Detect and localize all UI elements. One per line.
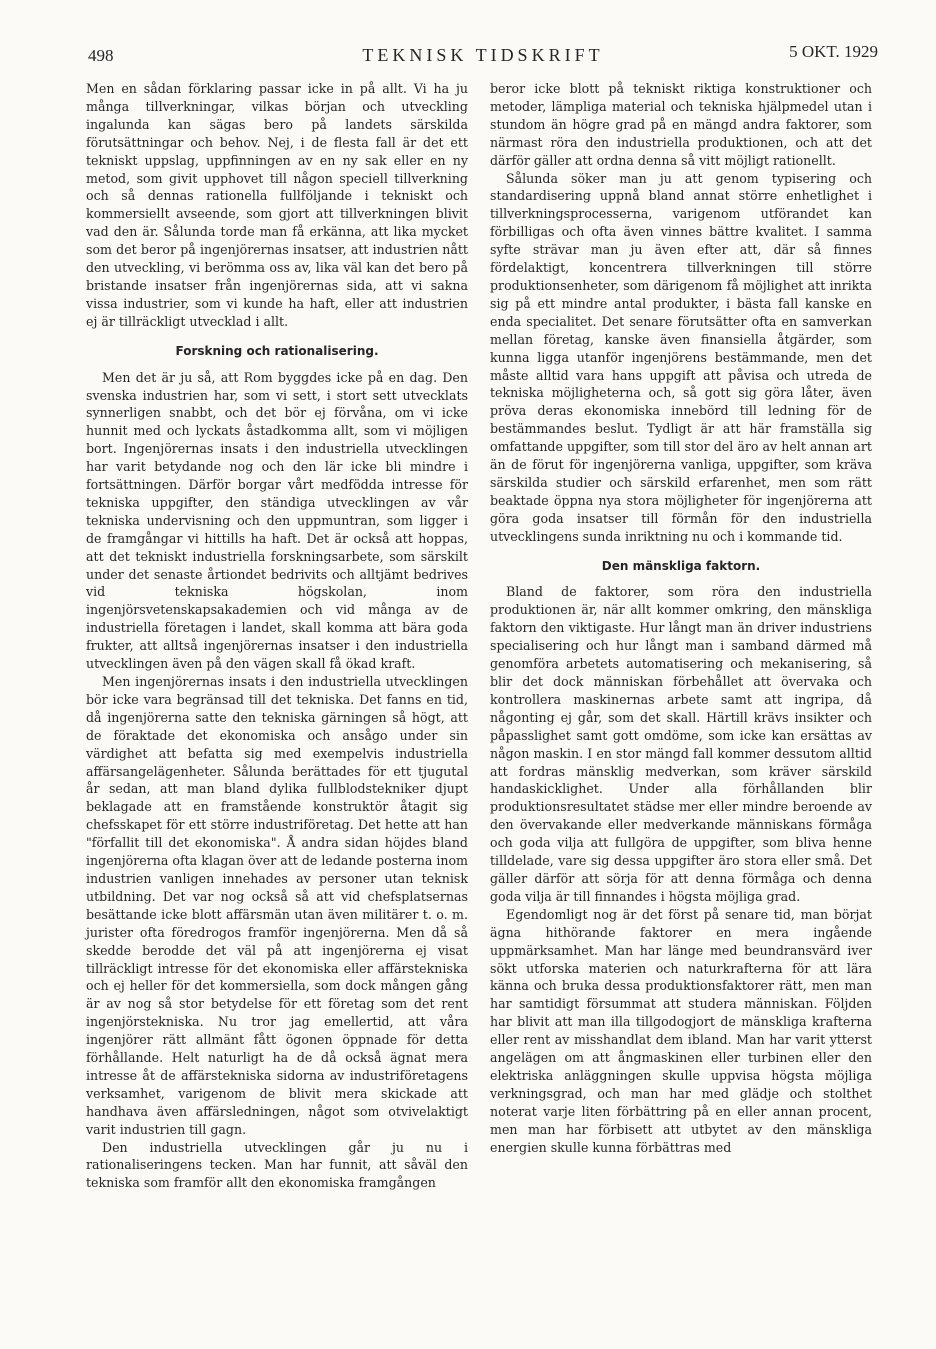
paragraph: Sålunda söker man ju att genom typisering och standardisering uppnå bland annat större enhetlighet i tillverkningsprocesserna, varigenom utförandet kan förbilligas och ofta även vinnes bättre kvalitet. I samma syfte strävar man ju även efter att, där så finnes fördelaktigt, koncentrera tillverkningen till större produktionsenheter, som därigenom få möjlighet att inrikta sig på ett mindre antal produkter, i bästa fall kanske en enda specialitet. Det senare förutsätter ofta en samverkan mellan företag, kanske även finansiella åtgärder, som kunna ligga utanför ingenjörens bestämmande, men det måste alltid vara hans uppgift att påvisa och utreda de tekniska möjligheterna och, så gott sig göra låter, även pröva deras ekonomiska innebörd till ledning för de bestämmandes beslut. Tydligt är att här framställa sig omfattande uppgifter, som till stor del äro av helt annan art än de förut för ingenjörerna vanliga, uppgifter, som kräva särskilda studier och särskild erfarenhet, men som rätt beaktade öppna nya stora möjligheter för ingenjörerna att göra goda insatser till förmån för den industriella utvecklingens sunda inriktning nu och i kommande tid. — [490, 170, 872, 544]
paragraph: Men det är ju så, att Rom byggdes icke på en dag. Den svenska industrien har, som vi sett, i stort sett utvecklats synnerligen snabbt, och det bör ej förvåna, om vi icke hunnit med och lyckats åstadkomma allt, som vi möjligen bort. Ingenjörernas insats i den industriella utvecklingen har varit betydande nog och den lär icke bli mindre i fortsättningen. Därför borgar vårt medfödda intresse för tekniska uppgifter, den ständiga utvecklingen av vår tekniska undervisning och den uppmuntran, som ligger i de framgångar vi hittills ha haft. Det är också att hoppas, att det tekniskt industriella forskningsarbete, som särskilt under det senaste årtiondet bedrivits och alltjämt bedrives vid tekniska högskolan, inom ingenjörsvetenskapsakademien och vid många av de industriella företagen i landet, skall komma att bära goda frukter, att alltså ingenjörernas insatser i den industriella utvecklingen även på den vägen skall få ökad kraft. — [86, 369, 468, 672]
page-number: 498 — [88, 46, 114, 65]
section-heading: Den mänskliga faktorn. — [601, 558, 761, 573]
paragraph: Egendomligt nog är det först på senare tid, man börjat ägna hithörande faktorer en mera ingående uppmärksamhet. Man har länge med beundransvärd iver sökt utforska materien och naturkrafterna för att lära känna och bruka dessa produktionsfaktorer rätt, men man har samtidigt försummat att studera människan. Följden har blivit att man illa tillgodogjort de mänskliga krafterna eller rent av misshandlat dem ibland. Man har varit ytterst angelägen om att ångmaskinen eller turbinen eller den elektriska anläggningen skulle uppvisa högsta möjliga verkningsgrad, och man har med glädje och stolthet noterat varje liten förbättring på en eller annan procent, men man har förbisett att utbytet av den mänskliga energien skulle kunna förbättras med — [490, 906, 872, 1155]
paragraph: beror icke blott på tekniskt riktiga konstruktioner och metoder, lämpliga material och tekniska hjälpmedel utan i stundom än högre grad på en mängd andra faktorer, som närmast röra den industriella produktionen, och att det därför gäller att ordna denna så vitt möjligt rationellt. — [490, 81, 872, 168]
right-column — [490, 80, 872, 1156]
left-column — [86, 80, 468, 1192]
paragraph: Men en sådan förklaring passar icke in på allt. Vi ha ju många tillverkningar, vilkas början och utveckling ingalunda kan sägas bero på landets särskilda förutsättningar och behov. Nej, i de flesta fall är det ett tekniskt uppslag, uppfinningen av en ny sak eller en ny metod, som givit upphovet till någon speciell tillverkning och så dennas rationella fullföljande i tekniskt och kommersiellt avseende, som gjort att tillverkningen blivit vad den är. Sålunda torde man få erkänna, att lika mycket som det beror på ingenjörernas insatser, att industrien nått den utveckling, vi berömma oss av, lika väl kan det bero på bristande insatser från ingenjörernas sida, att vi sakna vissa industrier, som vi kunde ha haft, eller att industrien ej är tillräckligt utvecklad i allt. — [86, 81, 468, 329]
section-heading: Forskning och rationalisering. — [175, 343, 379, 358]
paragraph: Men ingenjörernas insats i den industriella utvecklingen bör icke vara begränsad till det tekniska. Det fanns en tid, då ingenjörerna satte den tekniska gärningen så högt, att de föraktade det ekonomiska och ansågo under sin värdighet att befatta sig med exempelvis industriella affärsangelägenheter. Sålunda berättades för ett tjugutal år sedan, att man bland dylika fullblodstekniker djupt beklagade att en framstående konstruktör åtagit sig chefsskapet för ett större industriföretag. Det hette att han "förfallit till det ekonomiska". Å andra sidan höjdes bland ingenjörerna ofta klagan över att de ledande posterna inom industrien vanligen innehades av personer utan teknisk utbildning. Det var nog också så att vid chefsplatsernas besättande icke blott affärsmän utan även militärer t. o. m. jurister ofta föredrogos framför ingenjörerna. Men då så skedde berodde det väl på att ingenjörerna ej visat tillräckligt intresse för det ekonomiska eller affärstekniska och ej heller för det kommersiella, som dock mången gång är av nog så stor betydelse för ett företag som det rent ingenjörstekniska. Nu tror jag emellertid, att våra ingenjörer rätt allmänt fått ögonen öppnade för detta förhållande. Helt naturligt ha de då också ägnat mera intresse åt de affärstekniska sidorna av industriföretagens verksamhet, varigenom de blivit mera skickade att handhava även affärsledningen, något som otvivelaktigt varit industrien till gagn. — [86, 674, 468, 1137]
issue-date: 5 OKT. 1929 — [789, 42, 878, 61]
paragraph: Bland de faktorer, som röra den industriella produktionen är, när allt kommer omkring, den mänskliga faktorn den viktigaste. Hur långt man än driver industriens specialisering och hur långt man i samband därmed må genomföra arbetets automatisering och mekanisering, så blir det dock människan förbehållet att övervaka och kontrollera maskinernas arbete samt att ingripa, då någonting ej går, som det skall. Härtill krävs insikter och påpasslighet samt gott omdöme, som icke kan ersättas av någon maskin. I en stor mängd fall kommer dessutom alltid att fordras mänsklig medverkan, som kräver särskild handaskicklighet. Under alla förhållanden blir produktionsresultatet städse mer eller mindre beroende av den övervakande eller medverkande människans förmåga och goda vilja att fullgöra de uppgifter, som bliva henne tilldelade, vare sig dessa uppgifter äro stora eller små. Det gäller därför att sörja för att denna förmåga och denna goda vilja är till finnandes i högsta möjliga grad. — [490, 584, 872, 904]
journal-title: TEKNISK TIDSKRIFT — [362, 45, 604, 65]
paragraph: Den industriella utvecklingen går ju nu i rationaliseringens tecken. Man har funnit, att såväl den tekniska som framför allt den ekonomiska framgången — [86, 1139, 468, 1191]
page-header — [88, 42, 878, 72]
